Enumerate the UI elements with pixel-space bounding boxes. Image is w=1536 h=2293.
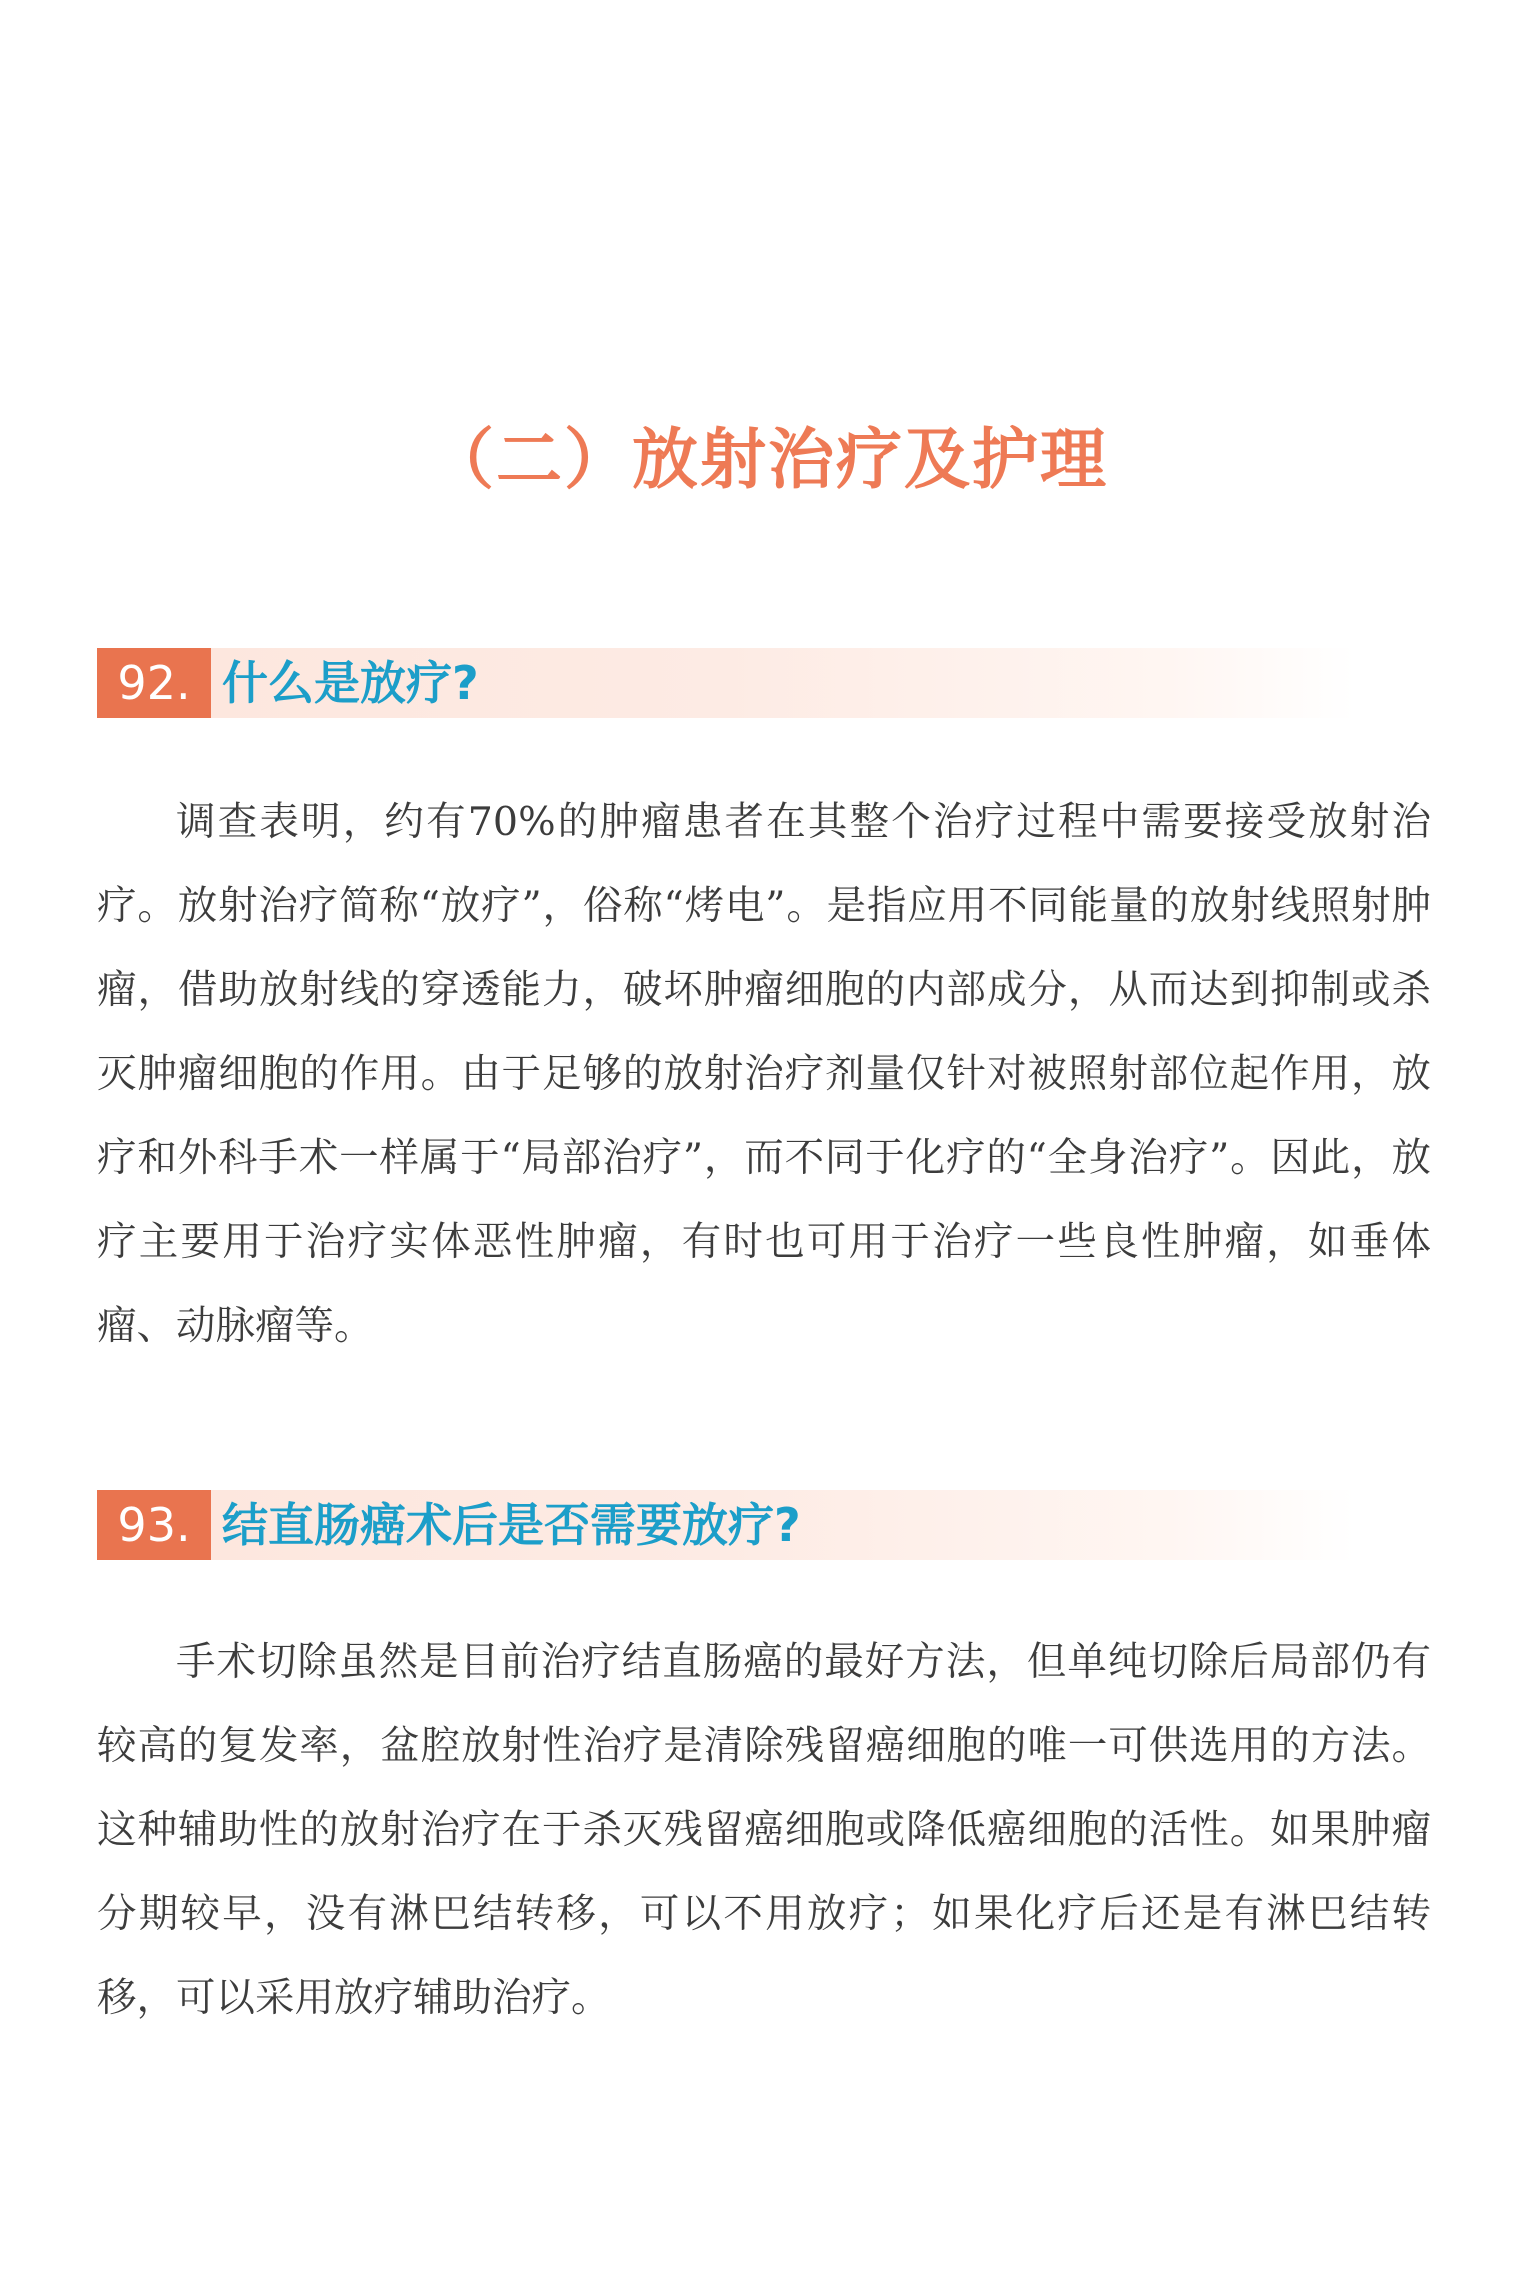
question-header-92 bbox=[97, 648, 1355, 718]
answer-paragraph: 调查表明，约有70%的肿瘤患者在其整个治疗过程中需要接受放射治疗。放射治疗简称“放疗”，俗称“烤电”。是指应用不同能量的放射线照射肿瘤，借助放射线的穿透能力，破坏肿瘤细胞的内部成分，从而达到抑制或杀灭肿瘤细胞的作用。由于足够的放射治疗剂量仅针对被照射部位起作用，放疗和外科手术一样属于“局部治疗”，而不同于化疗的“全身治疗”。因此，放疗主要用于治疗实体恶性肿瘤，有时也可用于治疗一些良性肿瘤，如垂体瘤、动脉瘤等。 bbox=[97, 799, 1431, 1349]
answer-paragraph: 手术切除虽然是目前治疗结直肠癌的最好方法，但单纯切除后局部仍有较高的复发率，盆腔放射性治疗是清除残留癌细胞的唯一可供选用的方法。这种辅助性的放射治疗在于杀灭残留癌细胞或降低癌细胞的活性。如果肿瘤分期较早，没有淋巴结转移，可以不用放疗；如果化疗后还是有淋巴结转移，可以采用放疗辅助治疗。 bbox=[97, 1639, 1431, 2021]
question-header-93 bbox=[97, 1490, 1355, 1560]
section-title: （二）放射治疗及护理 bbox=[428, 421, 1108, 498]
question-number: 92. bbox=[97, 648, 211, 718]
question-title: 什么是放疗? bbox=[222, 656, 479, 710]
question-title: 结直肠癌术后是否需要放疗? bbox=[222, 1498, 801, 1552]
question-number: 93. bbox=[97, 1490, 211, 1560]
